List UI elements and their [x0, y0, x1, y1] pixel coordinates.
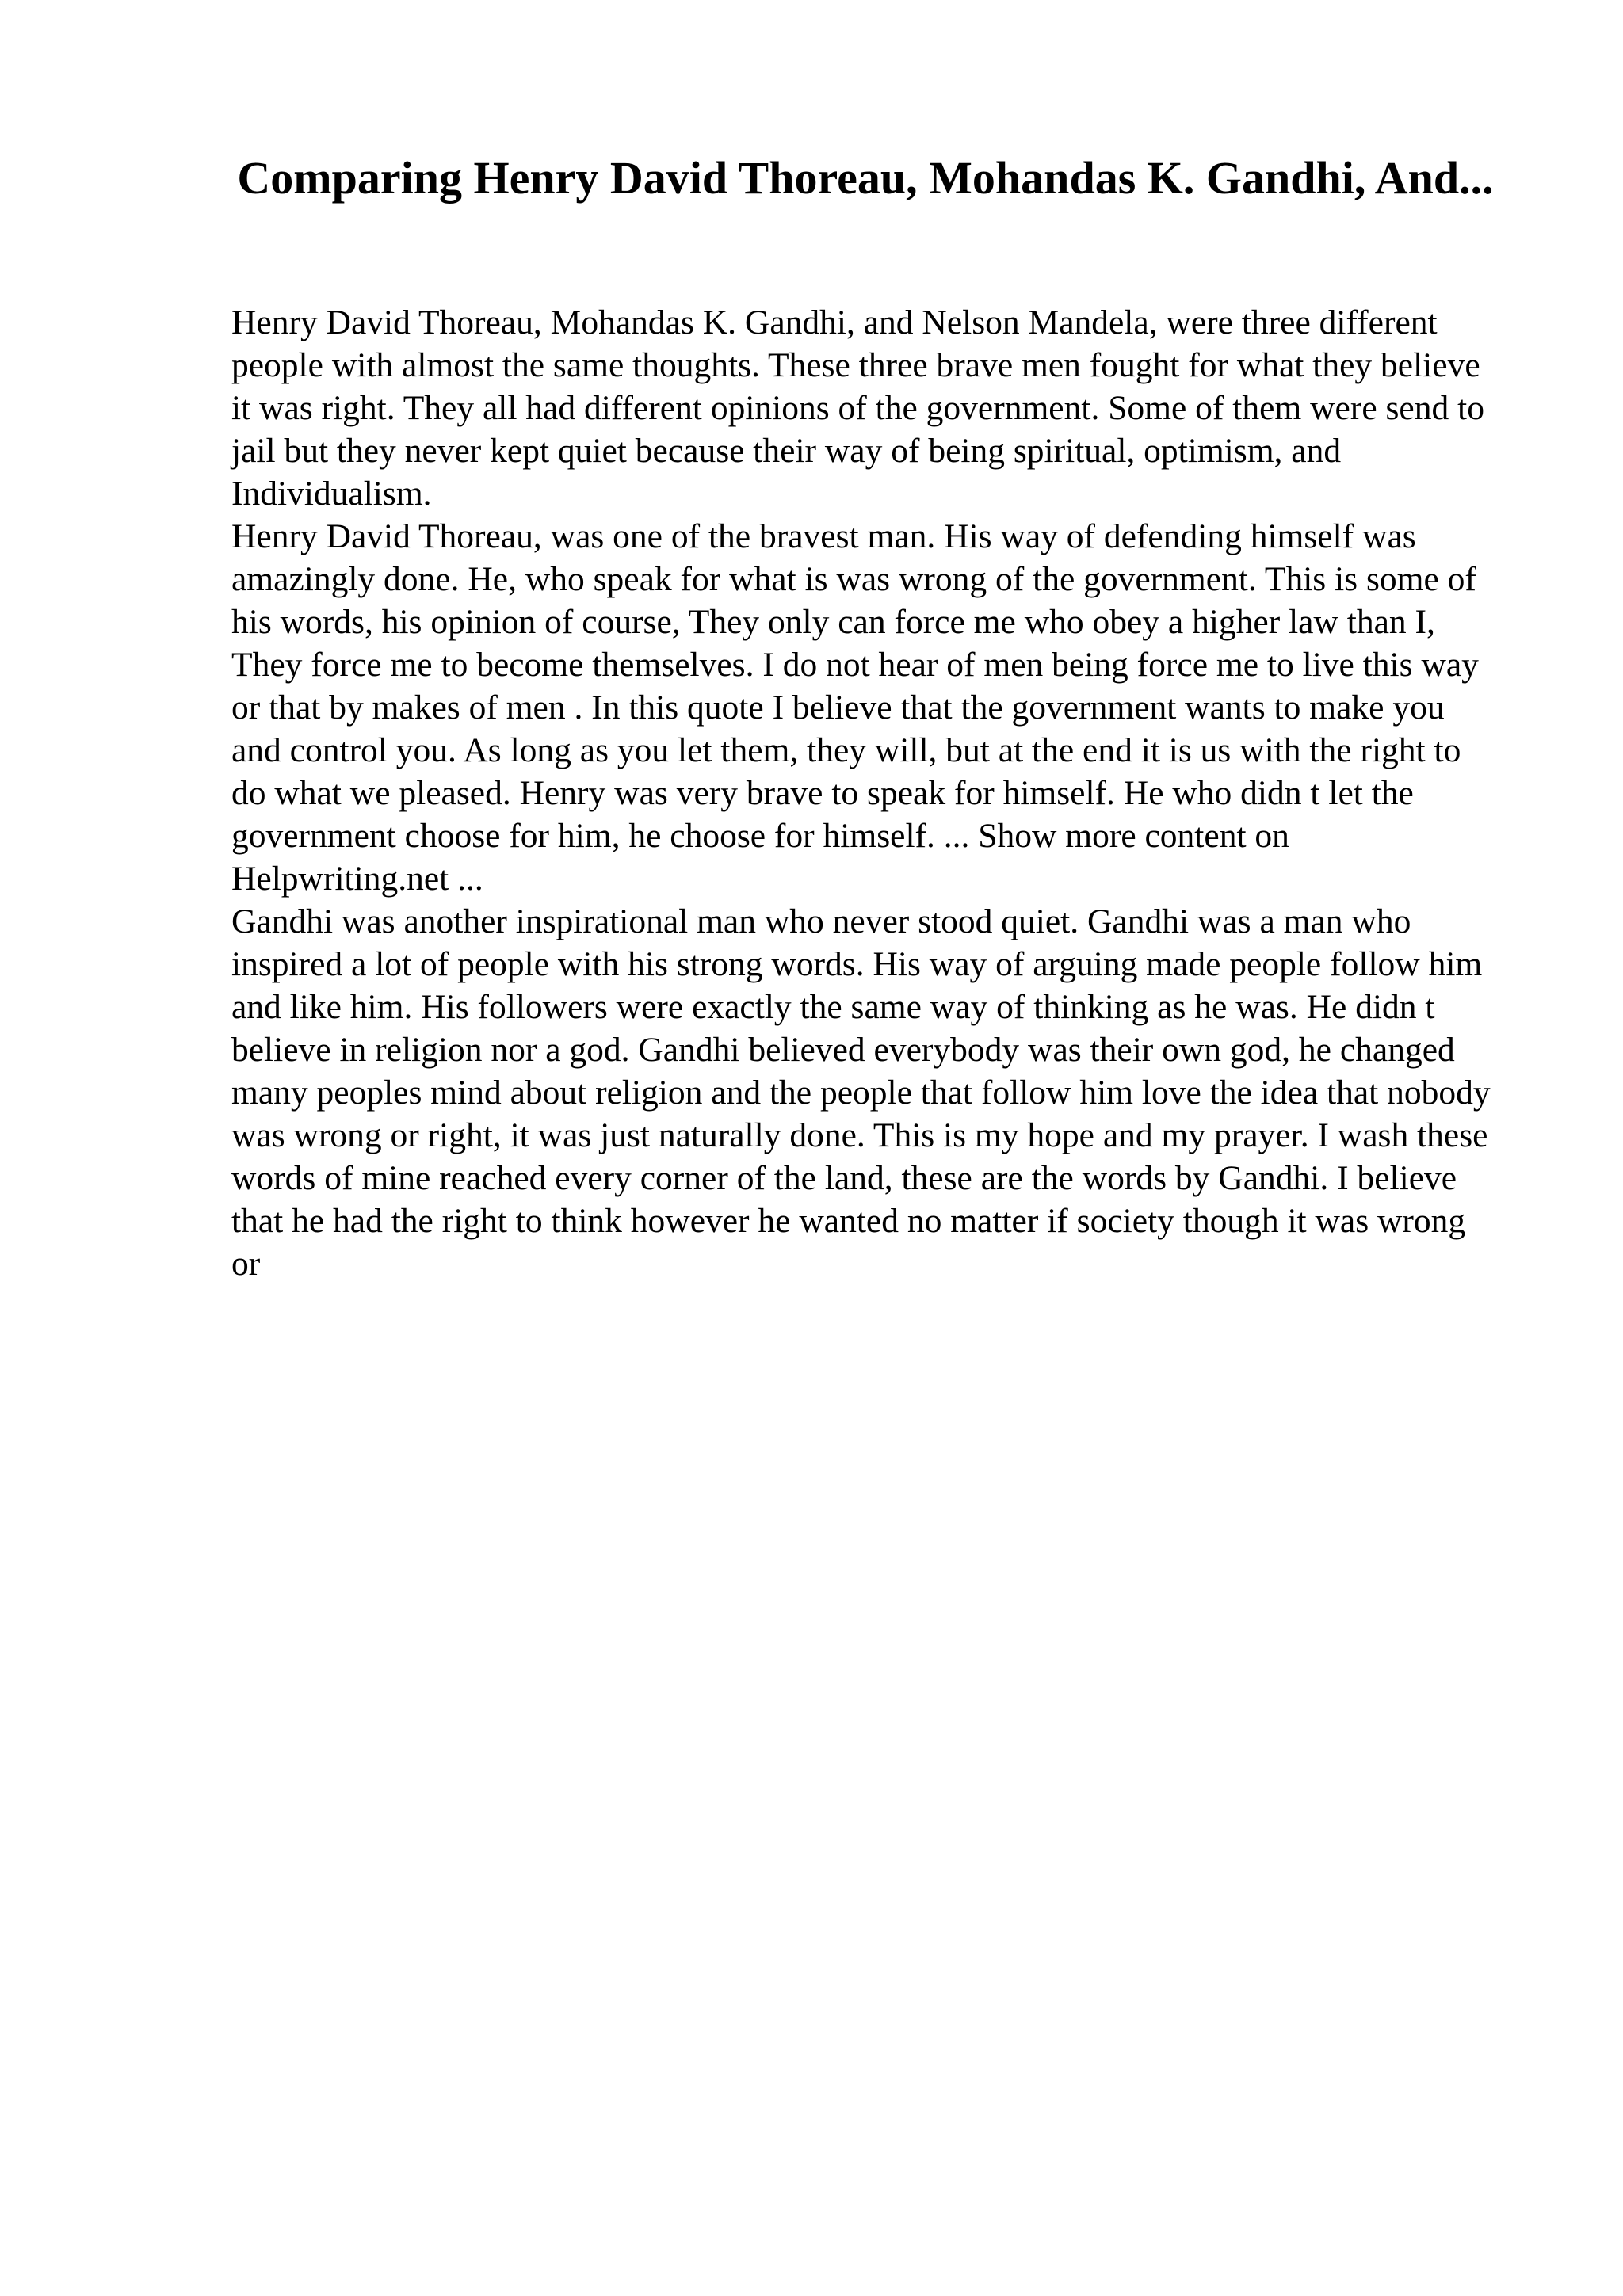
document-body: [231, 301, 1499, 1285]
paragraph-gandhi: Gandhi was another inspirational man who never stood quiet. Gandhi was a man who inspired a lot of people with his strong words. His way of arguing made people follow him and like him. His followers were exactly the same way of thinking as he was. He didn t believe in religion nor a god. Gandhi believed everybody was their own god, he changed many peoples mind about religion and the people that follow him love the idea that nobody was wrong or right, it was just naturally done. This is my hope and my prayer. I wash these words of mine reached every corner of the land, these are the words by Gandhi. I believe that he had the right to think however he wanted no matter if society though it was wrong or: [231, 902, 1491, 1283]
paragraph-introduction: Henry David Thoreau, Mohandas K. Gandhi, and Nelson Mandela, were three different people with almost the same thoughts. These three brave men fought for what they believe it was right. They all had different opinions of the government. Some of them were send to jail but they never kept quiet because their way of being spiritual, optimism, and Individualism.: [231, 303, 1484, 513]
document-title: Comparing Henry David Thoreau, Mohandas K. Gandhi, And...: [237, 152, 1494, 204]
paragraph-thoreau: Henry David Thoreau, was one of the bravest man. His way of defending himself was amazingly done. He, who speak for what is was wrong of the government. This is some of his words, his opinion of course, They only can force me who obey a higher law than I, They force me to become themselves. I do not hear of men being force me to live this way or that by makes of men . In this quote I believe that the government wants to make you and control you. As long as you let them, they will, but at the end it is us with the right to do what we pleased. Henry was very brave to speak for himself. He who didn t let the government choose for him, he choose for himself. ... Show more content on Helpwriting.net ...: [231, 517, 1479, 898]
